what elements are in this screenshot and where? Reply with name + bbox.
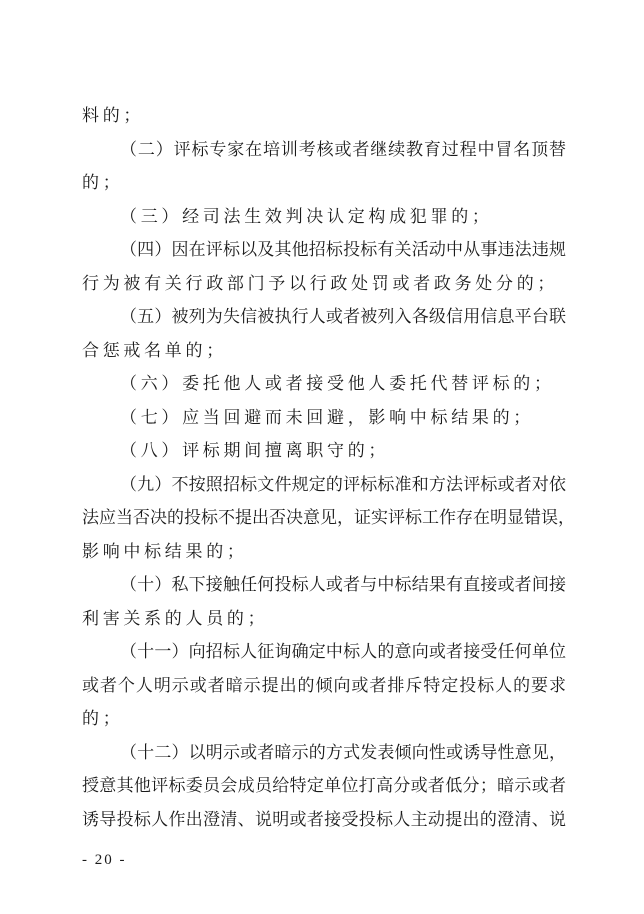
text-line: 诱导投标人作出澄清、说明或者接受投标人主动提出的澄清、说: [82, 809, 566, 830]
text-line: 或者个人明示或者暗示提出的倾向或者排斥特定投标人的要求: [82, 675, 566, 696]
text-line: 料的；: [82, 106, 145, 126]
text-line: 合惩戒名单的；: [82, 340, 227, 361]
page-number: - 20 -: [82, 852, 127, 868]
text-line: （十二）以明示或者暗示的方式发表倾向性或诱导性意见，: [120, 742, 566, 763]
text-line: （十一）向招标人征询确定中标人的意向或者接受任何单位: [120, 642, 566, 662]
text-line: 行为被有关行政部门予以行政处罚或者政务处分的；: [82, 273, 559, 294]
text-line: （九）不按照招标文件规定的评标标准和方法评标或者对依: [120, 474, 566, 495]
text-line: （八）评标期间擅离职守的；: [120, 441, 390, 461]
text-line: （五）被列为失信被执行人或者被列入各级信用信息平台联: [120, 307, 566, 327]
text-line: 的；: [82, 173, 124, 193]
text-line: 利害关系的人员的；: [82, 608, 269, 629]
text-line: （四）因在评标以及其他招标投标有关活动中从事违法违规: [120, 240, 566, 260]
text-line: 法应当否决的投标不提出否决意见，证实评标工作存在明显错误，: [82, 508, 575, 528]
text-line: （二）评标专家在培训考核或者继续教育过程中冒名顶替: [120, 139, 566, 160]
text-line: 的；: [82, 709, 124, 729]
text-line: （三）经司法生效判决认定构成犯罪的；: [120, 206, 493, 227]
body-text: [82, 100, 575, 837]
text-line: 影响中标结果的；: [82, 541, 248, 562]
text-line: （七）应当回避而未回避，影响中标结果的；: [120, 407, 534, 428]
text-line: （六）委托他人或者接受他人委托代替评标的；: [120, 374, 555, 394]
text-line: 授意其他评标委员会成员给特定单位打高分或者低分；暗示或者: [82, 776, 566, 796]
text-line: （十）私下接触任何投标人或者与中标结果有直接或者间接: [120, 575, 566, 595]
